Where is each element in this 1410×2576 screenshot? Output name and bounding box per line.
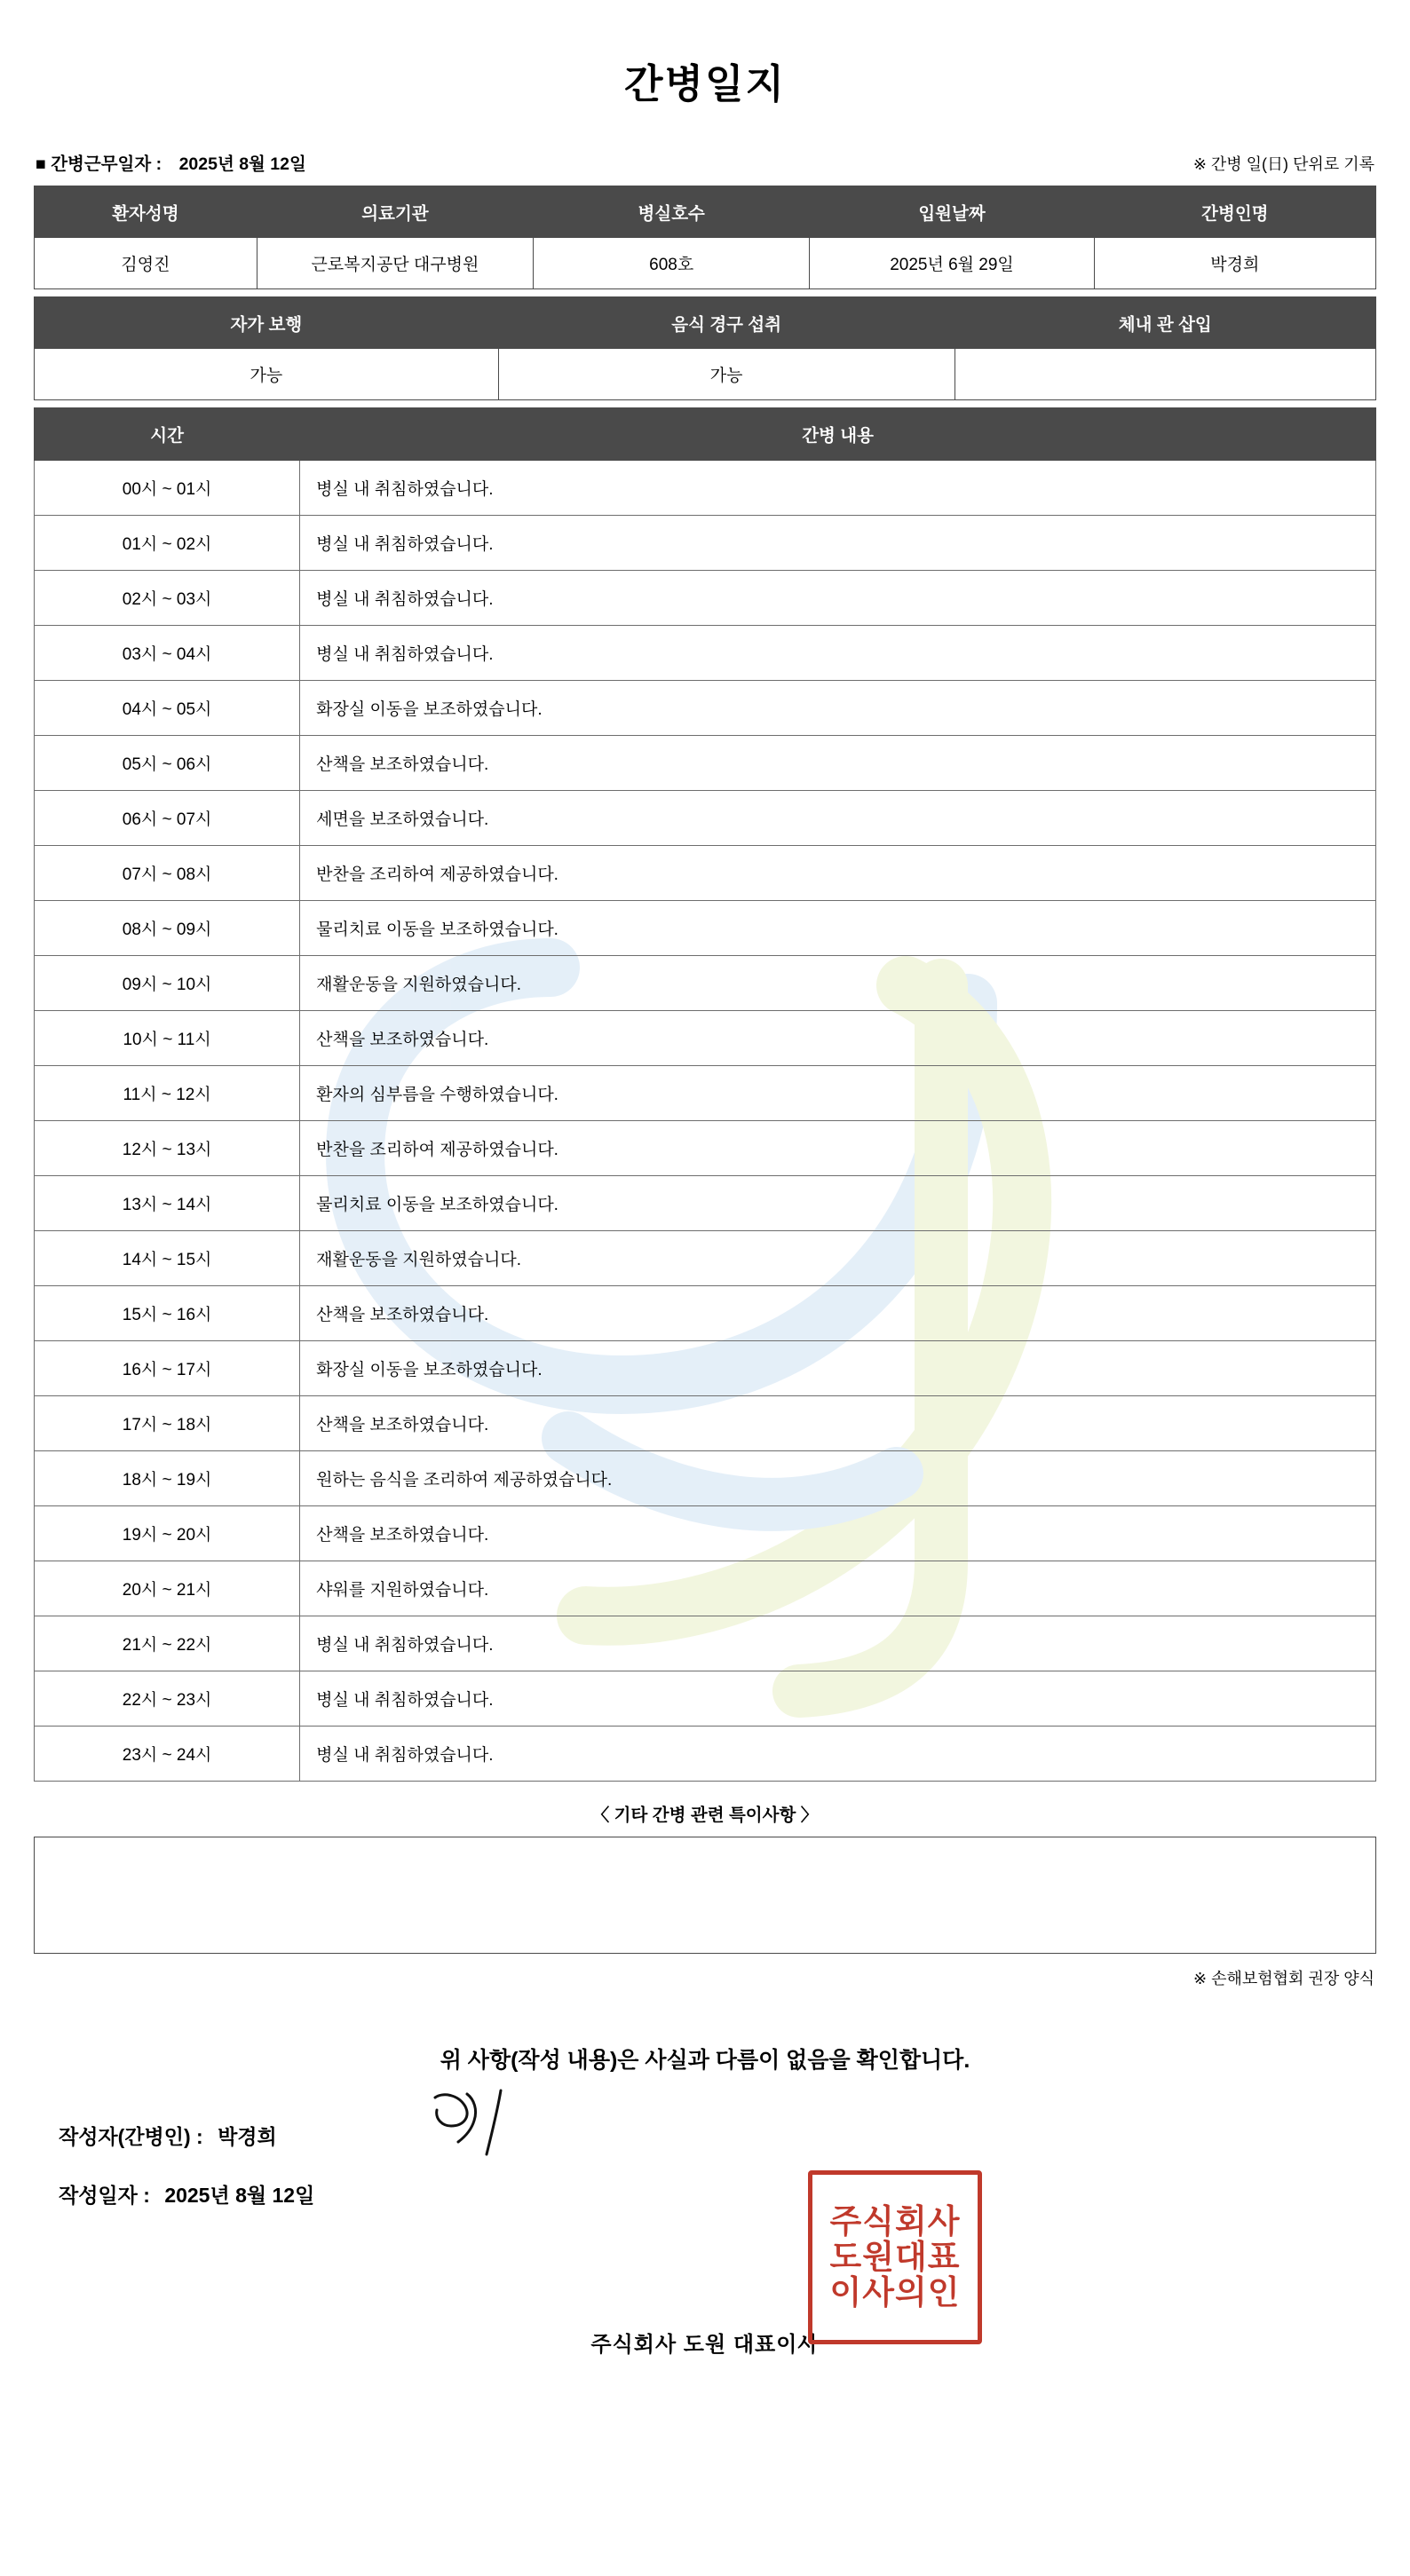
- col-header-tube-insertion: 체내 관 삽입: [955, 297, 1375, 349]
- table-row: [35, 1506, 1376, 1561]
- table-row: [35, 846, 1376, 901]
- table-row: [35, 1561, 1376, 1616]
- page-title: 간병일지: [624, 61, 786, 107]
- care-row-time: 10시 ~ 11시: [35, 1011, 300, 1066]
- care-row-note: 병실 내 취침하였습니다.: [300, 571, 1376, 626]
- care-row-time: 01시 ~ 02시: [35, 516, 300, 571]
- care-row-time: 06시 ~ 07시: [35, 791, 300, 846]
- table-spacer: [34, 289, 1376, 296]
- date-line: [34, 2169, 1376, 2227]
- author-line: [34, 2110, 1376, 2169]
- care-row-time: 02시 ~ 03시: [35, 571, 300, 626]
- company-name: 주식회사 도원 대표이사: [590, 2333, 820, 2357]
- table-row: [35, 1231, 1376, 1286]
- status-table: [34, 296, 1376, 400]
- remarks-box[interactable]: [34, 1837, 1376, 1954]
- care-row-note: 원하는 음식을 조리하여 제공하였습니다.: [300, 1451, 1376, 1506]
- care-row-time: 13시 ~ 14시: [35, 1176, 300, 1231]
- care-row-note: 병실 내 취침하였습니다.: [300, 1671, 1376, 1727]
- value-patient-name: 김영진: [35, 238, 257, 289]
- association-note: ※ 손해보험협회 권장 양식: [1193, 1970, 1374, 1987]
- value-oral-intake: 가능: [498, 349, 955, 400]
- table-row: [35, 1341, 1376, 1396]
- care-row-time: 19시 ~ 20시: [35, 1506, 300, 1561]
- care-row-time: 03시 ~ 04시: [35, 626, 300, 681]
- table-row: [35, 1286, 1376, 1341]
- table-row: [35, 1451, 1376, 1506]
- care-row-time: 12시 ~ 13시: [35, 1121, 300, 1176]
- table-spacer: [34, 400, 1376, 407]
- col-header-care-content: 간병 내용: [300, 408, 1376, 461]
- care-row-note: 산책을 보조하였습니다.: [300, 1506, 1376, 1561]
- table-row: [35, 901, 1376, 956]
- remarks-title: 〈 기타 간병 관련 특이사항 〉: [591, 1806, 819, 1825]
- table-row: [35, 516, 1376, 571]
- work-date: [36, 150, 306, 175]
- handwritten-signature-icon: [416, 2087, 558, 2163]
- care-row-time: 16시 ~ 17시: [35, 1341, 300, 1396]
- work-date-label: ■ 간병근무일자 :: [36, 154, 162, 174]
- stamp-line-2: 도원대표: [829, 2238, 961, 2277]
- table-row: [35, 461, 1376, 516]
- unit-note: ※ 간병 일(日) 단위로 기록: [1192, 155, 1374, 173]
- col-header-room: 병실호수: [534, 186, 810, 238]
- value-room: 608호: [534, 238, 810, 289]
- col-header-patient-name: 환자성명: [35, 186, 257, 238]
- care-row-note: 물리치료 이동을 보조하였습니다.: [300, 1176, 1376, 1231]
- care-row-note: 산책을 보조하였습니다.: [300, 1396, 1376, 1451]
- care-row-time: 14시 ~ 15시: [35, 1231, 300, 1286]
- care-row-time: 20시 ~ 21시: [35, 1561, 300, 1616]
- col-header-hospital: 의료기관: [257, 186, 533, 238]
- col-header-self-walking: 자가 보행: [35, 297, 499, 349]
- care-row-note: 병실 내 취침하였습니다.: [300, 626, 1376, 681]
- care-row-note: 병실 내 취침하였습니다.: [300, 516, 1376, 571]
- company-seal-stamp-icon: [808, 2170, 982, 2344]
- table-header-row: [35, 186, 1376, 238]
- care-row-note: 화장실 이동을 보조하였습니다.: [300, 1341, 1376, 1396]
- value-hospital: 근로복지공단 대구병원: [257, 238, 533, 289]
- col-header-time: 시간: [35, 408, 300, 461]
- table-row: [35, 571, 1376, 626]
- value-caregiver: 박경희: [1094, 238, 1375, 289]
- value-self-walking: 가능: [35, 349, 499, 400]
- care-row-time: 00시 ~ 01시: [35, 461, 300, 516]
- table-header-row: [35, 408, 1376, 461]
- work-date-value: 2025년 8월 12일: [178, 154, 306, 174]
- table-row: [35, 626, 1376, 681]
- care-row-note: 산책을 보조하였습니다.: [300, 736, 1376, 791]
- care-row-time: 23시 ~ 24시: [35, 1727, 300, 1782]
- care-row-note: 병실 내 취침하였습니다.: [300, 1727, 1376, 1782]
- care-log-body: [35, 461, 1376, 1782]
- care-row-note: 병실 내 취침하였습니다.: [300, 1616, 1376, 1671]
- date-label: 작성일자 :: [59, 2184, 150, 2207]
- stamp-line-1: 주식회사: [829, 2202, 961, 2241]
- care-log-table: [34, 407, 1376, 1782]
- care-row-time: 17시 ~ 18시: [35, 1396, 300, 1451]
- care-row-time: 11시 ~ 12시: [35, 1066, 300, 1121]
- table-row: [35, 1671, 1376, 1727]
- care-row-note: 반찬을 조리하여 제공하였습니다.: [300, 1121, 1376, 1176]
- table-row: [35, 681, 1376, 736]
- value-tube-insertion: [955, 349, 1375, 400]
- col-header-caregiver: 간병인명: [1094, 186, 1375, 238]
- table-header-row: [35, 297, 1376, 349]
- value-admission-date: 2025년 6월 29일: [810, 238, 1094, 289]
- date-value: 2025년 8월 12일: [164, 2184, 315, 2207]
- care-row-time: 05시 ~ 06시: [35, 736, 300, 791]
- table-row: [35, 1121, 1376, 1176]
- care-row-time: 18시 ~ 19시: [35, 1451, 300, 1506]
- care-row-note: 재활운동을 지원하였습니다.: [300, 956, 1376, 1011]
- table-row: [35, 736, 1376, 791]
- table-row: [35, 1616, 1376, 1671]
- table-row: [35, 1176, 1376, 1231]
- care-row-time: 15시 ~ 16시: [35, 1286, 300, 1341]
- stamp-line-3: 이사의인: [829, 2272, 961, 2311]
- table-row: [35, 1396, 1376, 1451]
- table-row: [35, 238, 1376, 289]
- care-row-note: 반찬을 조리하여 제공하였습니다.: [300, 846, 1376, 901]
- care-row-note: 물리치료 이동을 보조하였습니다.: [300, 901, 1376, 956]
- table-row: [35, 1727, 1376, 1782]
- confirmation-statement: 위 사항(작성 내용)은 사실과 다름이 없음을 확인합니다.: [440, 2048, 970, 2073]
- care-row-note: 재활운동을 지원하였습니다.: [300, 1231, 1376, 1286]
- care-row-note: 환자의 심부름을 수행하였습니다.: [300, 1066, 1376, 1121]
- care-row-note: 세면을 보조하였습니다.: [300, 791, 1376, 846]
- care-row-time: 22시 ~ 23시: [35, 1671, 300, 1727]
- col-header-oral-intake: 음식 경구 섭취: [498, 297, 955, 349]
- meta-row: [34, 118, 1376, 186]
- care-row-time: 08시 ~ 09시: [35, 901, 300, 956]
- care-row-time: 07시 ~ 08시: [35, 846, 300, 901]
- col-header-admission-date: 입원날짜: [810, 186, 1094, 238]
- table-row: [35, 791, 1376, 846]
- care-row-note: 산책을 보조하였습니다.: [300, 1286, 1376, 1341]
- company-row: [34, 2202, 1376, 2358]
- care-row-note: 산책을 보조하였습니다.: [300, 1011, 1376, 1066]
- care-row-time: 09시 ~ 10시: [35, 956, 300, 1011]
- care-row-note: 병실 내 취침하였습니다.: [300, 461, 1376, 516]
- care-row-note: 화장실 이동을 보조하였습니다.: [300, 681, 1376, 736]
- author-value: 박경희: [218, 2125, 277, 2148]
- table-row: [35, 956, 1376, 1011]
- care-row-time: 21시 ~ 22시: [35, 1616, 300, 1671]
- author-label: 작성자(간병인) :: [59, 2125, 203, 2148]
- table-row: [35, 1011, 1376, 1066]
- care-row-time: 04시 ~ 05시: [35, 681, 300, 736]
- table-row: [35, 1066, 1376, 1121]
- table-row: [35, 349, 1376, 400]
- patient-info-table: [34, 186, 1376, 289]
- care-row-note: 샤워를 지원하였습니다.: [300, 1561, 1376, 1616]
